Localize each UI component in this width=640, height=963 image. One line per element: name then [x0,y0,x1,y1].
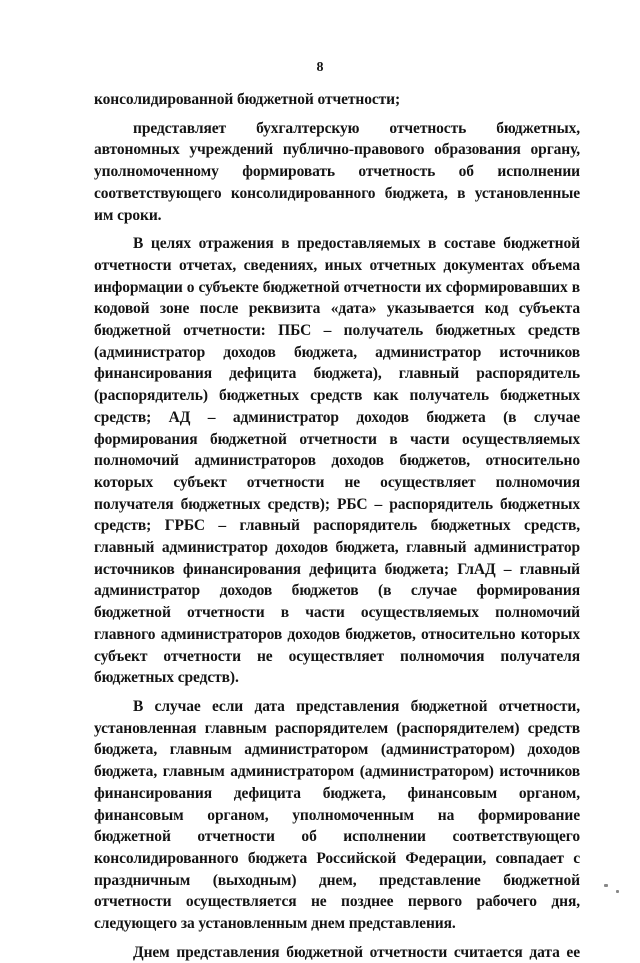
scan-speck [616,890,619,893]
paragraph-2: представляет бухгалтерскую отчетность бюджетных, автономных учреждений публично-правового образования органу, уполномоченному формировать отчетность об исполнении соответствующего консолидированного бюджета, в установленные им сроки. [94,119,580,224]
scan-speck [604,884,608,887]
paragraph-5: Днем представления бюджетной отчетности считается дата ее [133,943,580,961]
paragraph-3: В целях отражения в предоставляемых в составе бюджетной отчетности отчетах, сведениях, иных отчетных документах объема информации о субъекте бюджетной отчетности их сформировавших в кодовой зоне после реквизита «дата» указывается код субъекта бюджетной отчетности: ПБС – получатель бюджетных средств (администратор доходов бюджета, администратор источников финансирования дефицита бюджета), главный распорядитель (распорядитель) бюджетных средств как получатель бюджетных средств; АД – администратор доходов бюджета (в случае формирования бюджетной отчетности в части осуществляемых полномочий администраторов доходов бюджетов, относительно которых субъект отчетности не осуществляет полномочия получателя бюджетных средств); РБС – распорядитель бюджетных средств; ГРБС – главный распорядитель бюджетных средств, главный администратор доходов бюджета, главный администратор источников финансирования дефицита бюджета; ГлАД – главный администратор доходов бюджетов (в случае формирования бюджетной отчетности в части осуществляемых полномочий главного администраторов доходов бюджетов, относительно которых субъект отчетности не осуществляет полномочия получателя бюджетных средств). [94,235,580,687]
paragraph-1: консолидированной бюджетной отчетности; [94,91,401,108]
paragraph-4: В случае если дата представления бюджетной отчетности, установленная главным распорядителем (распорядителем) средств бюджета, главным администратором (администратором) доходов бюджета, главным администратором (администратором) источников финансирования дефицита бюджета, финансовым органом, финансовым органом, уполномоченным на формирование бюджетной отчетности об исполнении соответствующего консолидированного бюджета Российской Федерации, совпадает с праздничным (выходным) днем, представление бюджетной отчетности осуществляется не позднее первого рабочего дня, следующего за установленным днем представления. [94,697,580,933]
page-number: 8 [316,60,324,75]
document-body [94,89,580,963]
